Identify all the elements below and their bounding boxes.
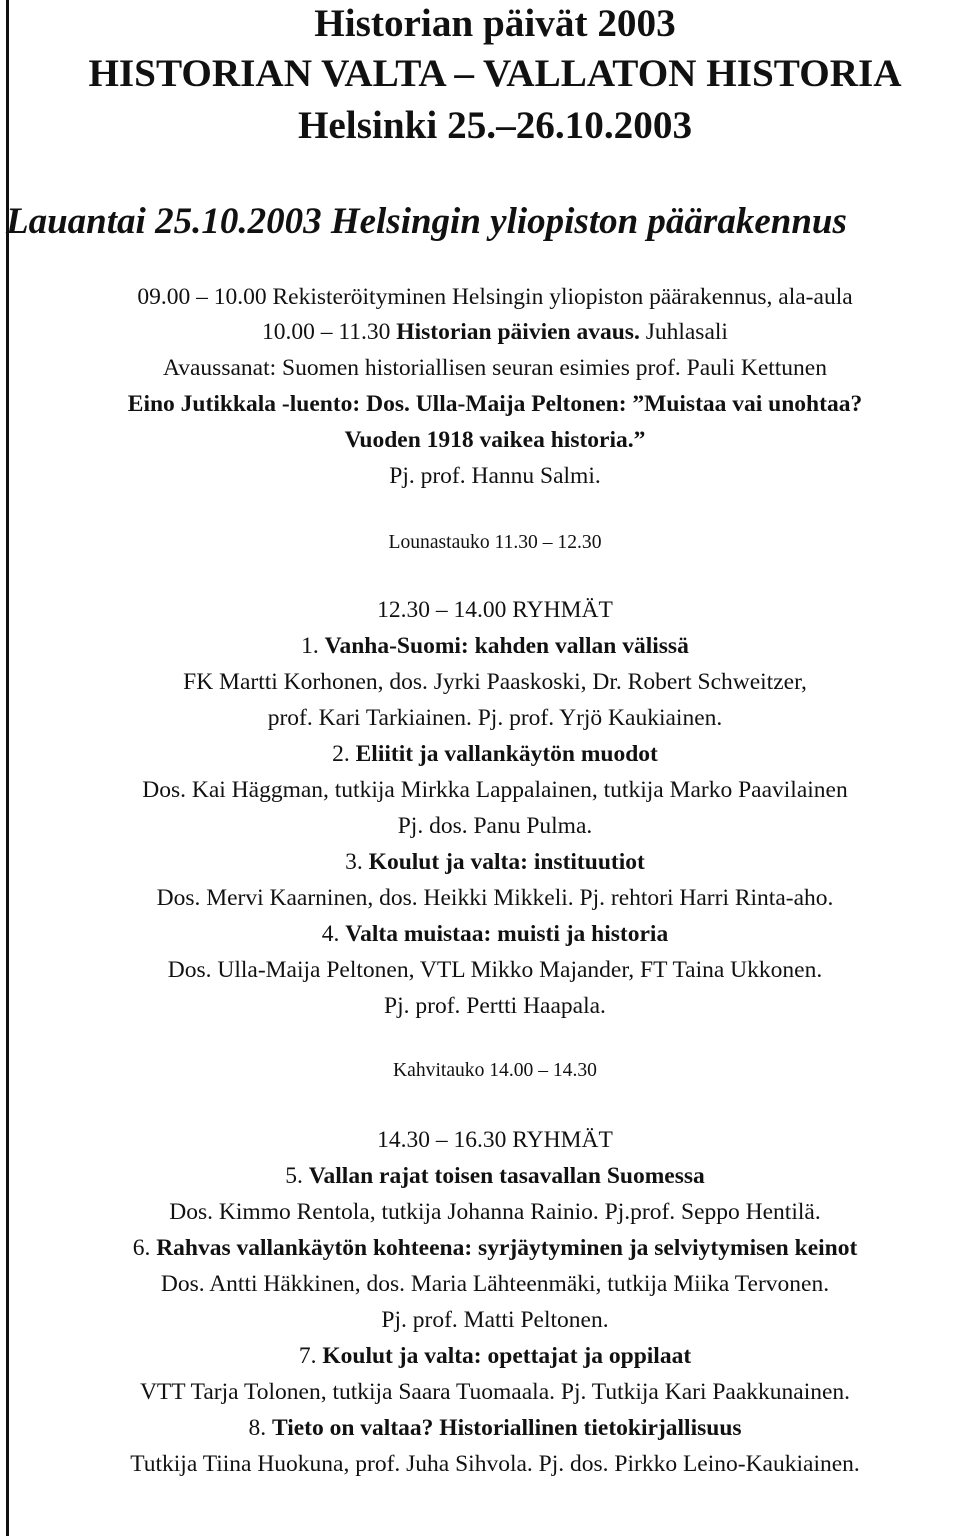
opening-title: Historian päivien avaus. [396,319,640,345]
group-2-chair: Pj. dos. Panu Pulma. [397,813,593,839]
group-1-title-line [0,631,960,661]
morning-chair: Pj. prof. Hannu Salmi. [389,463,601,489]
group-4-participants: Dos. Ulla-Maija Peltonen, VTL Mikko Majander, FT Taina Ukkonen. [167,957,823,983]
lecture-line-2: Vuoden 1918 vaikea historia.” [344,427,646,453]
opening-line [0,317,960,347]
group-title: Tieto on valtaa? Historiallinen tietokirjallisuus [271,1415,742,1441]
group-5-participants: Dos. Kimmo Rentola, tutkija Johanna Rainio. Pj.prof. Seppo Hentilä. [169,1199,821,1225]
group-6-participants: Dos. Antti Häkkinen, dos. Maria Lähteenmäki, tutkija Miika Tervonen. [160,1271,830,1297]
group-6-chair: Pj. prof. Matti Peltonen. [381,1307,609,1333]
registration-line: 09.00 – 10.00 Rekisteröityminen Helsingin yliopiston päärakennus, ala-aula [137,284,853,310]
header-line-3: Helsinki 25.–26.10.2003 [297,104,693,147]
opening-time: 10.00 – 11.30 [262,319,397,345]
group-7-participants: VTT Tarja Tolonen, tutkija Saara Tuomaala. Pj. Tutkija Kari Paakkunainen. [139,1379,851,1405]
group-number: 2. [332,741,356,767]
group-8-participants: Tutkija Tiina Huokuna, prof. Juha Sihvola. Pj. dos. Pirkko Leino-Kaukiainen. [130,1451,860,1477]
group-5-title-line [0,1161,960,1191]
group-3-title-line [0,847,960,877]
group-2-participants: Dos. Kai Häggman, tutkija Mirkka Lappalainen, tutkija Marko Paavilainen [142,777,848,803]
group-title: Eliitit ja vallankäytön muodot [355,741,658,767]
group-number: 4. [321,921,346,947]
group-number: 6. [132,1235,157,1261]
lunch-break: Lounastauko 11.30 – 12.30 [388,532,602,553]
coffee-break: Kahvitauko 14.00 – 14.30 [393,1060,597,1081]
welcome-line: Avaussanat: Suomen historiallisen seuran esimies prof. Pauli Kettunen [163,355,827,381]
day-subtitle: Lauantai 25.10.2003 Helsingin yliopiston päärakennus [6,201,847,242]
group-1-participants: FK Martti Korhonen, dos. Jyrki Paaskoski, Dr. Robert Schweitzer, [183,669,807,695]
group-2-title-line [0,739,960,769]
group-number: 1. [301,633,325,659]
session2-heading: 14.30 – 16.30 RYHMÄT [377,1127,613,1153]
group-3-participants: Dos. Mervi Kaarninen, dos. Heikki Mikkeli. Pj. rehtori Harri Rinta-aho. [156,885,834,911]
opening-place: Juhlasali [639,319,728,345]
group-title: Valta muistaa: muisti ja historia [345,921,669,947]
group-6-title-line [0,1233,960,1263]
group-number: 7. [298,1343,323,1369]
group-7-title-line [0,1341,960,1371]
group-4-chair: Pj. prof. Pertti Haapala. [384,993,606,1019]
group-1-chair: prof. Kari Tarkiainen. Pj. prof. Yrjö Kaukiainen. [267,705,723,731]
group-number: 5. [285,1163,309,1189]
group-title: Rahvas vallankäytön kohteena: syrjäytyminen ja selviytymisen keinot [156,1235,858,1261]
group-title: Vallan rajat toisen tasavallan Suomessa [308,1163,705,1189]
session1-heading: 12.30 – 14.00 RYHMÄT [377,597,613,623]
group-8-title-line [0,1413,960,1443]
group-title: Koulut ja valta: instituutiot [368,849,645,875]
group-4-title-line [0,919,960,949]
lecture-line-1: Eino Jutikkala -luento: Dos. Ulla-Maija Peltonen: ”Muistaa vai unohtaa? [127,391,863,417]
group-number: 8. [248,1415,272,1441]
group-title: Vanha-Suomi: kahden vallan välissä [324,633,689,659]
header-line-1: Historian päivät 2003 [314,2,676,45]
group-number: 3. [345,849,369,875]
group-title: Koulut ja valta: opettajat ja oppilaat [322,1343,692,1369]
header-line-2: HISTORIAN VALTA – VALLATON HISTORIA [88,52,902,95]
